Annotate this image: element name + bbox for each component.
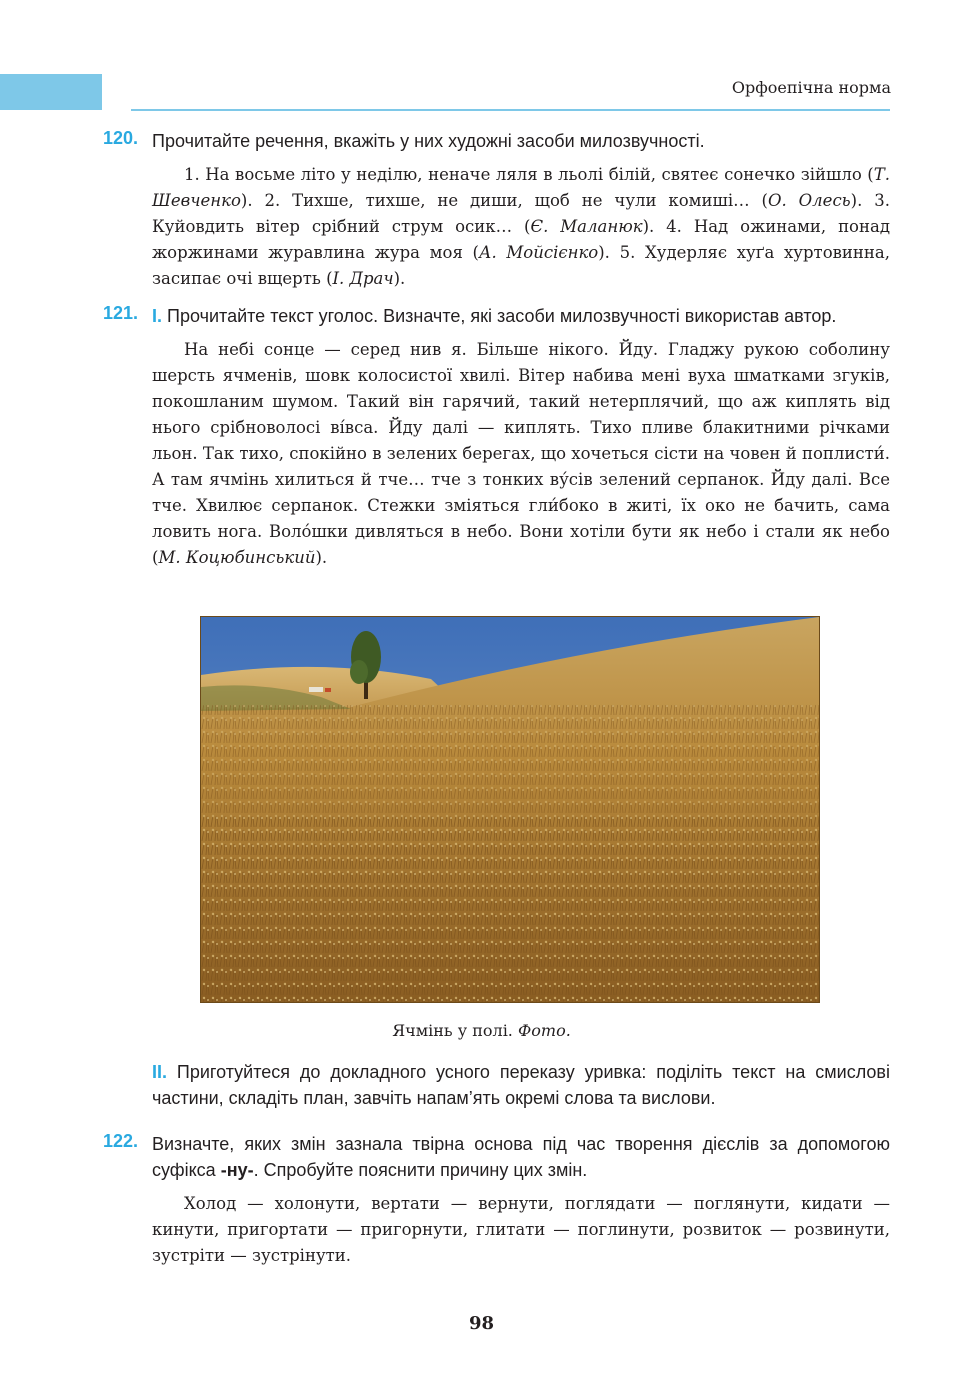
task-122 bbox=[103, 1131, 890, 1269]
task-prompt: І. Прочитайте текст уголос. Визначте, які засоби милозвучності використав автор. bbox=[152, 306, 837, 326]
task-121-part-2 bbox=[103, 1059, 890, 1111]
task-text: 1. На восьме літо у неділю, неначе ляля в льолі білій, святеє сонечко зійшло (Т. Шевченко). 2. Тихше, тихше, не диши, щоб не чули комиші… (О. Олесь). 3. Куйовдить вітер срібний струм осик… (Є. Маланюк). 4. Над ожинами, понад жоржинами журавлина жура моя (А. Мойсієнко). 5. Худерляє хуґа хуртовинна, засипає очі вщерть (І. Драч). bbox=[152, 165, 890, 288]
part-label: І. bbox=[152, 306, 163, 326]
task-121 bbox=[103, 303, 890, 571]
author: Т. Шевченко bbox=[152, 165, 890, 210]
wheat-field-photo bbox=[200, 616, 820, 1003]
photo-caption: Ячмінь у полі. Фото. bbox=[392, 1021, 571, 1040]
part-label: ІІ. bbox=[152, 1062, 168, 1082]
page-number: 98 bbox=[468, 1313, 495, 1334]
task-number: 120. bbox=[103, 128, 139, 148]
task-text: Холод — холонути, вертати — вернути, поглядати — поглянути, кидати — кинути, пригортати — пригорнути, глитати — поглинути, розвиток — розвинути, зустріти — зустрінути. bbox=[152, 1194, 890, 1265]
header-rule bbox=[131, 109, 890, 111]
suffix: -ну- bbox=[220, 1160, 254, 1180]
author: Є. Маланюк bbox=[530, 217, 643, 236]
running-head: Орфоепічна норма bbox=[731, 78, 891, 97]
task-text: На небі сонце — серед нив я. Більше нікого. Йду. Гладжу рукою соболину шерсть ячменів, шовк колосистої хвилі. Вітер набива мені вуха шматками згуків, покошланим шумом. Такий він гарячий, такий нетерплячий, що аж киплять від нього срібноволосі ві́вса. Йду далі — киплять. Тихо пливе блакитними річками льон. Так тихо, спокійно в зелених берегах, що хочеться сісти на човен й поплисти́. А там ячмінь хилиться й тче… тче з тонких ву́сів зелений серпанок. Йду далі. Все тче. Хвилює серпанок. Стежки зміяться гли́боко в житі, їх око не бачить, сама ловить нога. Воло́шки дивляться в небо. Вони хотіли бути як небо і стали як небо (М. Коцюбинський). bbox=[152, 340, 890, 567]
task-prompt: ІІ. Приготуйтеся до докладного усного переказу уривка: поділіть текст на смислові частини, складіть план, завчіть напам’ять окремі слова та вислови. bbox=[152, 1062, 890, 1108]
author: А. Мойсієнко bbox=[478, 243, 599, 262]
wheat-field-image bbox=[201, 617, 819, 1002]
author: О. Олесь bbox=[767, 191, 851, 210]
task-prompt: Прочитайте речення, вкажіть у них художні засоби милозвучності. bbox=[152, 131, 705, 151]
task-number: 122. bbox=[103, 1131, 139, 1151]
author: М. Коцюбинський bbox=[158, 548, 316, 567]
author: І. Драч bbox=[332, 269, 394, 288]
header-tab-block bbox=[0, 74, 102, 110]
task-number: 121. bbox=[103, 303, 139, 323]
task-prompt: Визначте, яких змін зазнала твірна основа під час творення дієслів за допомогою суфікса -ну-. Спробуйте пояснити причину цих змін. bbox=[152, 1134, 890, 1180]
task-120 bbox=[103, 128, 890, 292]
